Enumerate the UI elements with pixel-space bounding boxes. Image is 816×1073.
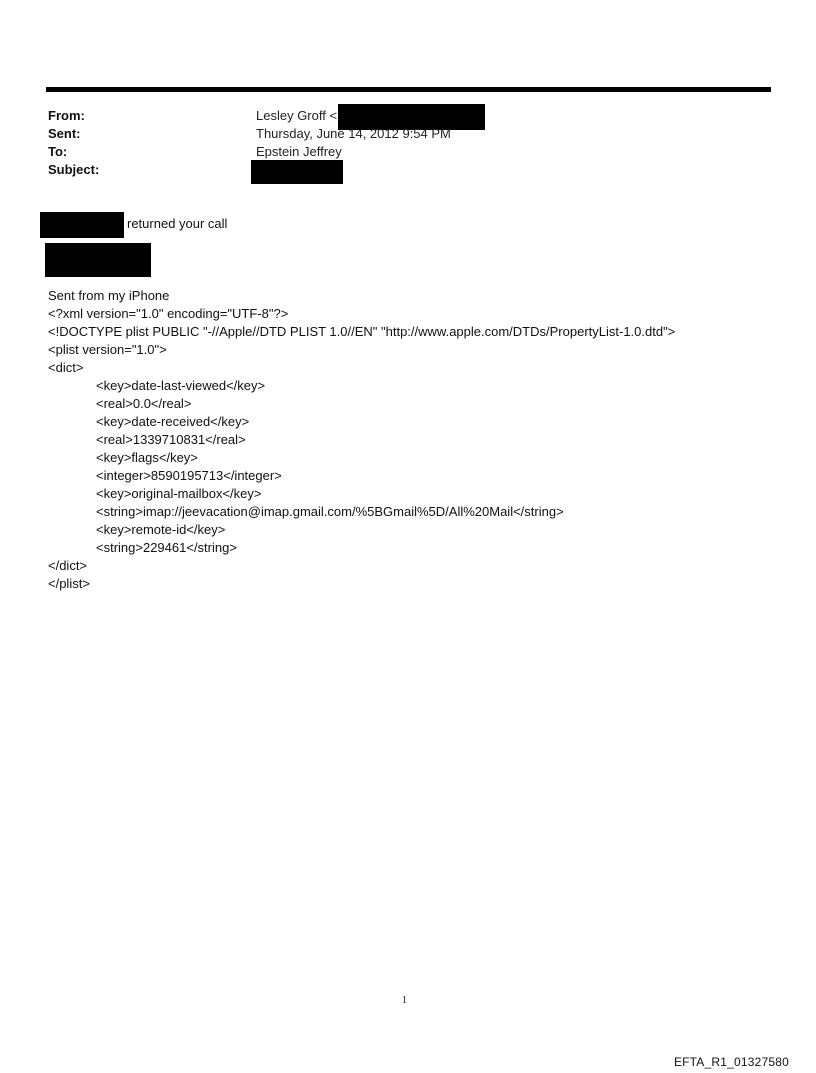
redaction-subject	[251, 160, 343, 184]
plist-entry-line: <real>1339710831</real>	[96, 432, 246, 447]
plist-body	[48, 287, 675, 593]
plist-entry-line: <string>229461</string>	[96, 540, 237, 555]
plist-entry-line: <real>0.0</real>	[96, 396, 192, 411]
sent-from-line: Sent from my iPhone	[48, 288, 170, 303]
subject-label: Subject:	[48, 162, 100, 177]
to-label: To:	[48, 144, 68, 159]
plist-entry-line: <key>remote-id</key>	[96, 522, 226, 537]
page-number: 1	[402, 995, 407, 1006]
redaction-caller-name	[40, 212, 124, 238]
message-line: returned your call	[127, 216, 228, 231]
plist-entry-line: <key>date-received</key>	[96, 414, 250, 429]
redaction-phone	[45, 243, 151, 277]
plist-entry-line: <key>date-last-viewed</key>	[96, 378, 266, 393]
xml-declaration-line: <?xml version="1.0" encoding="UTF-8"?>	[48, 306, 289, 321]
plist-entry-line: <string>imap://jeevacation@imap.gmail.com/%5BGmail%5D/All%20Mail</string>	[96, 504, 564, 519]
from-value: Lesley Groff <	[256, 108, 338, 123]
sent-value: Thursday, June 14, 2012 9:54 PM	[256, 126, 451, 141]
plist-open-line: <plist version="1.0">	[48, 342, 167, 357]
sent-label: Sent:	[48, 126, 81, 141]
header-rule	[46, 87, 771, 92]
doctype-line: <!DOCTYPE plist PUBLIC "-//Apple//DTD PLIST 1.0//EN" "http://www.apple.com/DTDs/PropertyList-1.0.dtd">	[48, 324, 676, 339]
plist-entry-line: <key>original-mailbox</key>	[96, 486, 262, 501]
plist-close-line: </plist>	[48, 576, 90, 591]
dict-close-line: </dict>	[48, 558, 88, 573]
plist-entry-line: <integer>8590195713</integer>	[96, 468, 282, 483]
dict-open-line: <dict>	[48, 360, 84, 375]
bates-number: EFTA_R1_01327580	[673, 1055, 789, 1069]
to-value: Epstein Jeffrey	[256, 144, 342, 159]
from-label: From:	[48, 108, 85, 123]
plist-entry-line: <key>flags</key>	[96, 450, 198, 465]
